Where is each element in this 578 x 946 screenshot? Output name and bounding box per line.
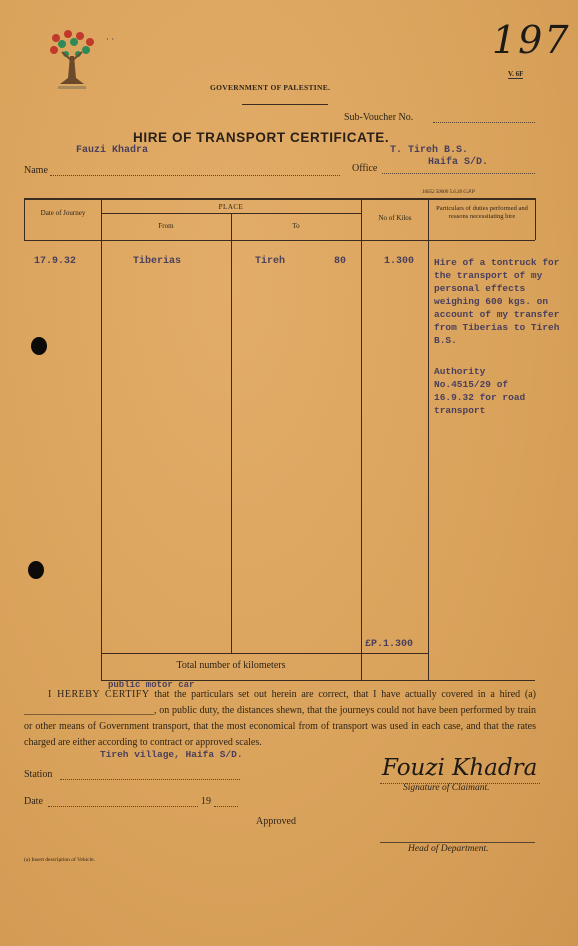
subvoucher-label: Sub-Voucher No.	[344, 112, 414, 123]
station-value: Tireh village, Haifa S/D.	[100, 749, 243, 760]
page-number: 197	[492, 18, 571, 62]
header-date: Date of Journey	[40, 209, 86, 217]
station-line	[60, 779, 240, 780]
office-value-1: T. Tireh B.S.	[390, 145, 469, 156]
footnote: (a) Insert description of Vehicle.	[24, 857, 95, 863]
header-place: PLACE	[218, 203, 244, 211]
station-label: Station	[24, 769, 53, 780]
col-from-border	[231, 213, 232, 653]
heading-rule	[242, 104, 328, 105]
header-to: To	[292, 222, 300, 230]
office-value-2: Haifa S/D.	[428, 157, 489, 168]
total-label: Total number of kilometers	[176, 660, 286, 671]
logo-dots: · ·	[106, 34, 115, 44]
row-particulars-1: Hire of a tontruck for the transport of my personal effects weighing 600 kgs. on account of my transfer from Tiberias to Tireh B.S.	[434, 257, 560, 346]
row-to: Tireh	[255, 256, 286, 267]
tree-logo	[46, 26, 98, 92]
form-code: V. 6F	[508, 70, 524, 78]
date-label: Date	[24, 796, 43, 807]
form-title: HIRE OF TRANSPORT CERTIFICATE.	[133, 130, 390, 145]
signature-label: Signature of Claimant.	[403, 783, 490, 793]
name-line	[50, 175, 340, 176]
col-to-border	[361, 198, 362, 680]
certify-text	[24, 687, 536, 751]
col-date-border	[101, 198, 102, 680]
row-date: 17.9.32	[34, 256, 77, 267]
year-label: 19	[201, 796, 211, 807]
date-line	[48, 806, 198, 807]
col-right-border	[535, 198, 536, 240]
claimant-signature: Fouzi Khadra	[382, 755, 538, 781]
head-line	[380, 842, 535, 843]
row-to-number: 80	[334, 256, 347, 267]
year-line	[214, 806, 238, 807]
office-label: Office	[352, 163, 378, 174]
punch-hole-bottom	[28, 561, 44, 579]
table-bottom-rule	[101, 653, 428, 654]
printer-note: 10652 50000 5.6.30 G.P.P	[422, 190, 475, 195]
name-value: Fauzi Khadra	[76, 145, 149, 156]
col-kilos-border	[428, 198, 429, 680]
vehicle-typed: public motor car	[108, 680, 195, 690]
header-from: From	[158, 222, 174, 230]
approved-label: Approved	[256, 816, 296, 827]
certify-label: I HEREBY CERTIFY	[48, 689, 150, 700]
government-heading: GOVERNMENT OF PALESTINE.	[210, 83, 331, 92]
name-label: Name	[24, 165, 48, 176]
col-left-border	[24, 198, 25, 240]
office-line	[382, 173, 535, 174]
row-kilos: 1.300	[384, 256, 415, 267]
certify-body: that the particulars set out herein are correct, that I have actually covered in a hired (a) __________________________, on public duty, the distances shewn, that the journeys could not have been performed by train or other means of Government transport, that the most economical from of transport was used in each case, and that the rates charged are either according to contract or approved scales.	[24, 689, 537, 748]
head-label: Head of Department.	[408, 844, 489, 854]
punch-hole-top	[31, 337, 47, 355]
row-particulars-2: Authority No.4515/29 of 16.9.32 for road transport	[434, 366, 526, 416]
header-kilos: No of Kilos	[378, 214, 412, 222]
row-from: Tiberias	[133, 256, 182, 267]
total-value: £P.1.300	[365, 639, 414, 650]
subvoucher-line	[433, 122, 535, 123]
header-particulars: Particulars of duties performed and reasons necessitating hire	[436, 205, 528, 220]
